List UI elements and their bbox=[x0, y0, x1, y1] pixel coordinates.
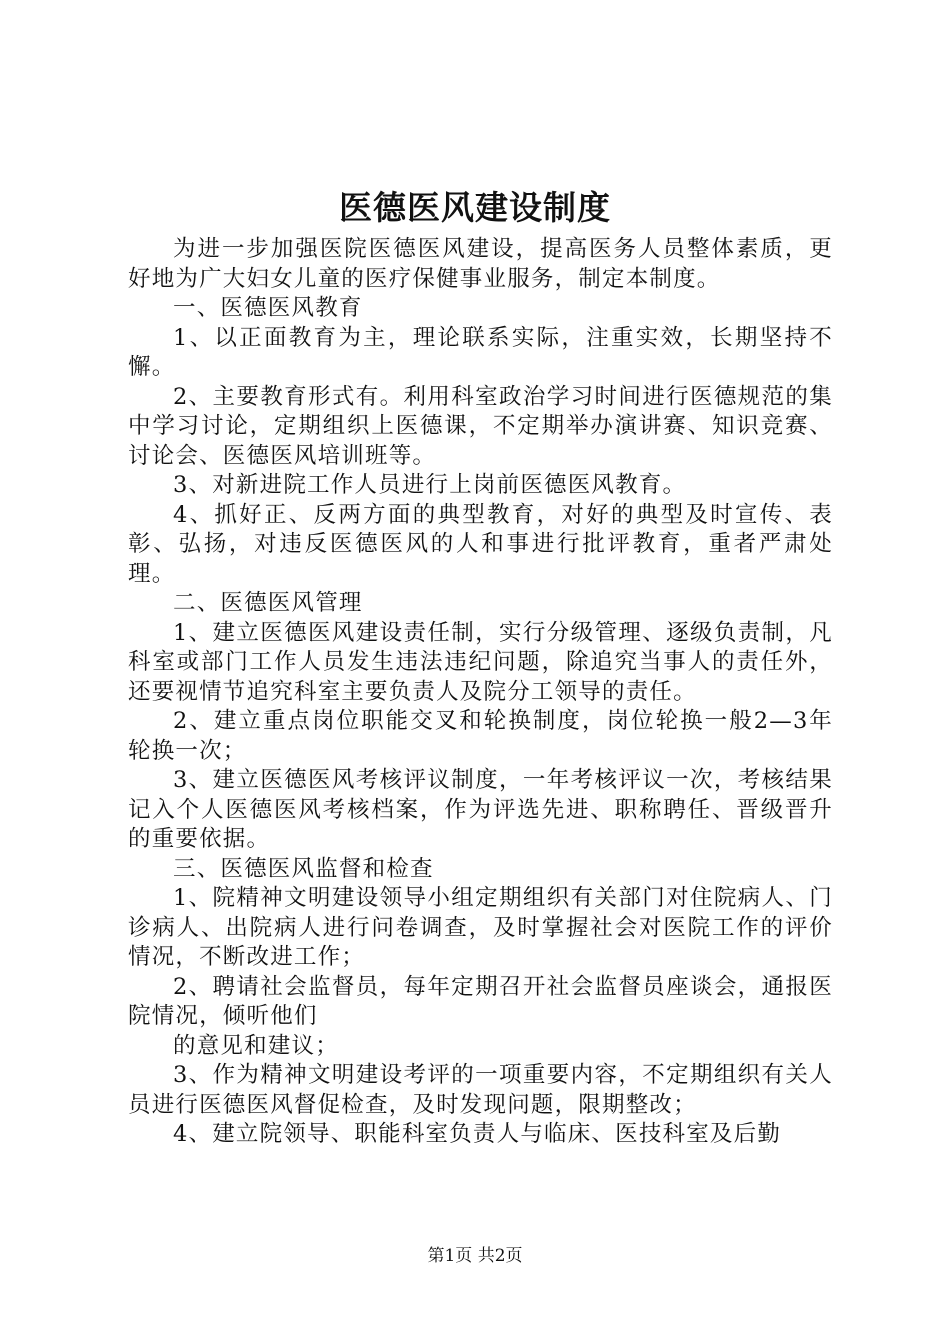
paragraph: 3、作为精神文明建设考评的一项重要内容，不定期组织有关人员进行医德医风督促检查，及时发现问题，限期整改； bbox=[128, 1062, 833, 1118]
document-body bbox=[128, 235, 833, 1150]
paragraph: 1、建立医德医风建设责任制，实行分级管理、逐级负责制，凡科室或部门工作人员发生违法违纪问题，除追究当事人的责任外，还要视情节追究科室主要负责人及院分工领导的责任。 bbox=[128, 619, 833, 705]
paragraph: 1、以正面教育为主，理论联系实际，注重实效，长期坚持不懈。 bbox=[128, 324, 833, 380]
section-heading-1: 一、医德医风教育 bbox=[173, 295, 363, 321]
paragraph: 的意见和建议； bbox=[173, 1032, 339, 1059]
section-heading-3: 三、医德医风监督和检查 bbox=[173, 855, 434, 882]
paragraph: 4、抓好正、反两方面的典型教育，对好的典型及时宣传、表彰、弘扬，对违反医德医风的人和事进行批评教育，重者严肃处理。 bbox=[128, 501, 833, 587]
paragraph: 3、建立医德医风考核评议制度，一年考核评议一次，考核结果记入个人医德医风考核档案，作为评选先进、职称聘任、晋级晋升的重要依据。 bbox=[128, 767, 833, 852]
paragraph: 1、院精神文明建设领导小组定期组织有关部门对住院病人、门诊病人、出院病人进行问卷调查，及时掌握社会对医院工作的评价情况，不断改进工作； bbox=[128, 885, 833, 970]
section-heading-2: 二、医德医风管理 bbox=[173, 590, 363, 616]
document-title: 医德医风建设制度 bbox=[339, 188, 611, 227]
paragraph: 3、对新进院工作人员进行上岗前医德医风教育。 bbox=[173, 472, 687, 498]
page-footer: 第1页 共2页 bbox=[427, 1246, 523, 1266]
paragraph: 2、主要教育形式有。利用科室政治学习时间进行医德规范的集中学习讨论，定期组织上医德课，不定期举办演讲赛、知识竞赛、讨论会、医德医风培训班等。 bbox=[128, 383, 833, 469]
paragraph: 2、聘请社会监督员，每年定期召开社会监督员座谈会，通报医院情况，倾听他们 bbox=[128, 973, 833, 1029]
paragraph-intro: 为进一步加强医院医德医风建设，提高医务人员整体素质，更好地为广大妇女儿童的医疗保健事业服务，制定本制度。 bbox=[128, 236, 833, 292]
paragraph: 4、建立院领导、职能科室负责人与临床、医技科室及后勤 bbox=[173, 1121, 782, 1147]
paragraph: 2、建立重点岗位职能交叉和轮换制度，岗位轮换一般2—3年轮换一次； bbox=[128, 708, 833, 764]
